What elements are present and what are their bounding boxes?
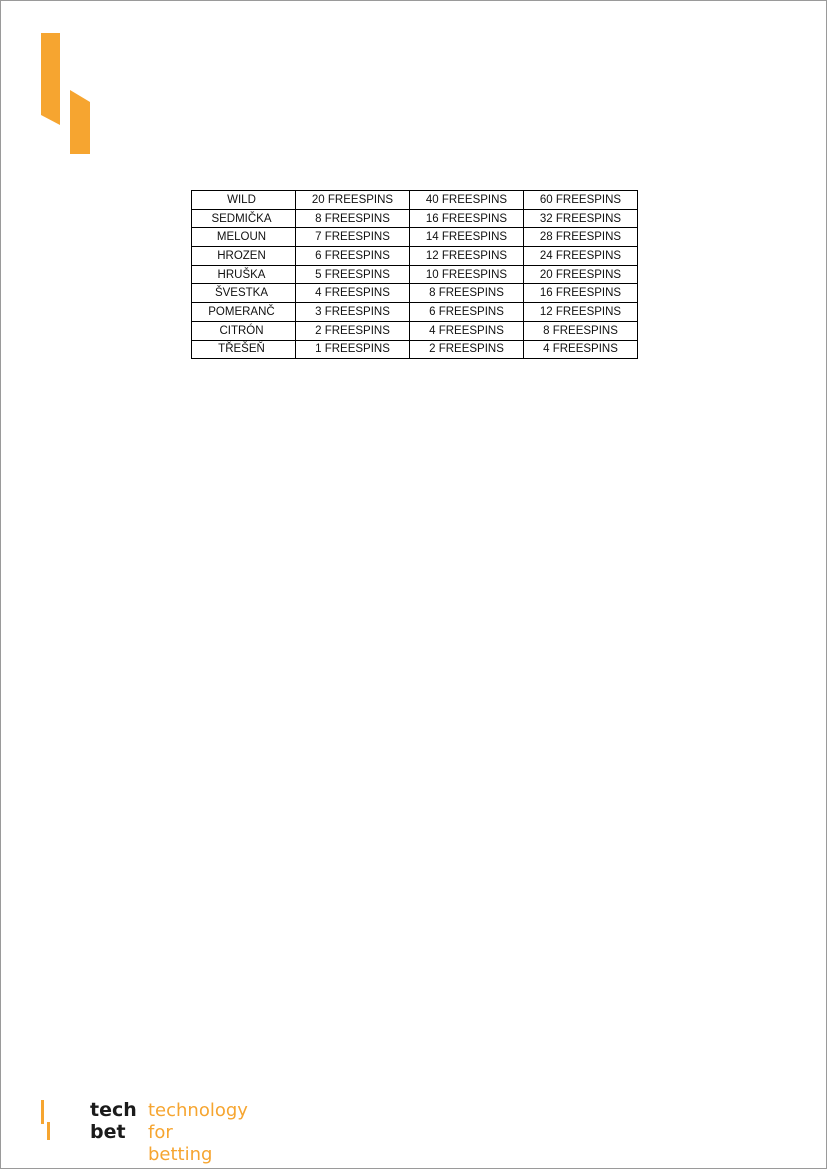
- tier2-cell: 16 FREESPINS: [410, 209, 524, 228]
- logo-bar-right: [70, 90, 90, 154]
- table-row: [192, 191, 638, 210]
- table-row: [192, 303, 638, 322]
- table-row: [192, 321, 638, 340]
- symbol-cell: HRUŠKA: [192, 265, 296, 284]
- tier3-cell: 8 FREESPINS: [524, 321, 638, 340]
- symbol-cell: WILD: [192, 191, 296, 210]
- tier2-cell: 4 FREESPINS: [410, 321, 524, 340]
- logo-bar-left: [41, 33, 60, 125]
- tier1-cell: 4 FREESPINS: [296, 284, 410, 303]
- tier3-cell: 28 FREESPINS: [524, 228, 638, 247]
- tier1-cell: 1 FREESPINS: [296, 340, 410, 359]
- symbol-cell: CITRÓN: [192, 321, 296, 340]
- tier1-cell: 2 FREESPINS: [296, 321, 410, 340]
- brand-word-bet: bet: [90, 1121, 126, 1143]
- tier1-cell: 6 FREESPINS: [296, 247, 410, 266]
- symbol-cell: SEDMIČKA: [192, 209, 296, 228]
- tier2-cell: 40 FREESPINS: [410, 191, 524, 210]
- tier3-cell: 16 FREESPINS: [524, 284, 638, 303]
- tagline-for-betting: for betting: [148, 1122, 213, 1165]
- table-row: [192, 265, 638, 284]
- tier2-cell: 6 FREESPINS: [410, 303, 524, 322]
- tier3-cell: 60 FREESPINS: [524, 191, 638, 210]
- table-row: [192, 340, 638, 359]
- tier2-cell: 14 FREESPINS: [410, 228, 524, 247]
- tier3-cell: 24 FREESPINS: [524, 247, 638, 266]
- symbol-cell: ŠVESTKA: [192, 284, 296, 303]
- techbet-footer-logo: [40, 1098, 248, 1165]
- tier1-cell: 20 FREESPINS: [296, 191, 410, 210]
- symbol-cell: TŘEŠEŇ: [192, 340, 296, 359]
- tier1-cell: 8 FREESPINS: [296, 209, 410, 228]
- techbet-mark-logo: [40, 33, 92, 155]
- table-row: [192, 284, 638, 303]
- tier2-cell: 12 FREESPINS: [410, 247, 524, 266]
- tier3-cell: 12 FREESPINS: [524, 303, 638, 322]
- table-row: [192, 247, 638, 266]
- footer-logo-bar-top: [41, 1100, 44, 1124]
- footer-logo-bar-bottom: [47, 1122, 50, 1140]
- tier3-cell: 20 FREESPINS: [524, 265, 638, 284]
- tier1-cell: 5 FREESPINS: [296, 265, 410, 284]
- freespins-table-body: [192, 191, 638, 359]
- brand-word-tech: tech: [90, 1099, 137, 1121]
- tier2-cell: 2 FREESPINS: [410, 340, 524, 359]
- tier3-cell: 32 FREESPINS: [524, 209, 638, 228]
- tier1-cell: 7 FREESPINS: [296, 228, 410, 247]
- tier2-cell: 10 FREESPINS: [410, 265, 524, 284]
- tier1-cell: 3 FREESPINS: [296, 303, 410, 322]
- table-row: [192, 228, 638, 247]
- table-row: [192, 209, 638, 228]
- symbol-cell: HROZEN: [192, 247, 296, 266]
- tagline-technology: technology: [148, 1100, 248, 1121]
- tier2-cell: 8 FREESPINS: [410, 284, 524, 303]
- freespins-table: [191, 190, 638, 359]
- tier3-cell: 4 FREESPINS: [524, 340, 638, 359]
- symbol-cell: MELOUN: [192, 228, 296, 247]
- symbol-cell: POMERANČ: [192, 303, 296, 322]
